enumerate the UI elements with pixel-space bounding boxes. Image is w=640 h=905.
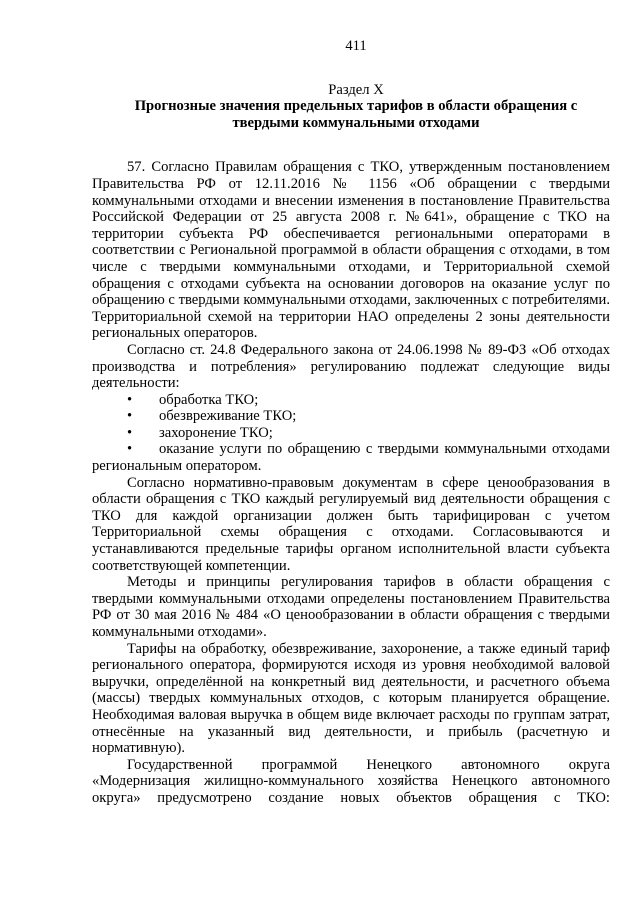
bullet-marker: • <box>127 441 133 458</box>
paragraph-tariffs: Тарифы на обработку, обезвреживание, захоронение, а также единый тариф регионального оператора, формируются исходя из уровня необходимой валовой выручки, определённой на конкретный вид деятельности, и расчетного объема (массы) твердых коммунальных отходов, с которым планируется обращение. Необходимая валовая выручка в общем виде включает расходы по группам затрат, отнесённые на указанный вид деятельности, и прибыль (расчетную и нормативную). <box>92 640 610 757</box>
list-item <box>92 392 610 409</box>
paragraph-state-program: Государственной программой Ненецкого автономного округа «Модернизация жилищно-коммунального хозяйства Ненецкого автономного округа» предусмотрено создание новых объектов обращения с ТКО: <box>92 756 610 806</box>
bullet-marker: • <box>127 424 133 441</box>
paragraph-57: 57. Согласно Правилам обращения с ТКО, утвержденным постановлением Правительства РФ от 12.11.2016 № 1156 «Об обращении с твердыми коммунальными отходами и внесении изменения в постановление Правительства Российской Федерации от 25 августа 2008 г. №641», обращение с ТКО на территории субъекта РФ обеспечивается региональными операторами в соответствии с Региональной программой в области обращения с отходами, в том числе с твердыми коммунальными отходами, и Территориальной схемой обращения с отходами субъекта на основании договоров на оказание услуг по обращению с твердыми коммунальными отходами, заключенных с потребителями. Территориальной схемой на территории НАО определены 2 зоны деятельности региональных операторов. <box>92 159 610 342</box>
paragraph-federal-law: Согласно ст. 24.8 Федерального закона от 24.06.1998 № 89-ФЗ «Об отходах производства и потребления» регулированию подлежат следующие виды деятельности: <box>92 341 610 392</box>
list-item <box>92 408 610 425</box>
document-page <box>92 38 610 807</box>
section-title: Прогнозные значения предельных тарифов в области обращения с твердыми коммунальными отходами <box>134 98 578 131</box>
activity-list <box>92 392 610 475</box>
list-item-text: обезвреживание ТКО; <box>159 408 297 425</box>
page-number: 411 <box>345 38 367 54</box>
paragraph-regulations: Согласно нормативно-правовым документам в сфере ценообразования в области обращения с ТКО каждый регулируемый вид деятельности обращения с ТКО для каждой организации должен быть тарифицирован с учетом Территориальной схемы обращения с отходами. Согласовываются и устанавливаются предельные тарифы органом исполнительной власти субъекта соответствующей компетенции. <box>92 474 610 574</box>
bullet-marker: • <box>127 408 133 425</box>
list-item <box>92 425 610 442</box>
list-item-text: оказание услуги по обращению с твердыми коммунальными отходами региональным оператором. <box>92 441 610 475</box>
section-label: Раздел X <box>328 81 384 98</box>
list-item-text: захоронение ТКО; <box>159 424 273 441</box>
paragraph-methods: Методы и принципы регулирования тарифов в области обращения с твердыми коммунальными отходами определены постановлением Правительства РФ от 30 мая 2016 № 484 «О ценообразовании в области обращения с твердыми коммунальными отходами». <box>92 574 610 640</box>
bullet-marker: • <box>127 391 133 408</box>
list-item <box>92 441 610 474</box>
list-item-text: обработка ТКО; <box>159 391 259 408</box>
